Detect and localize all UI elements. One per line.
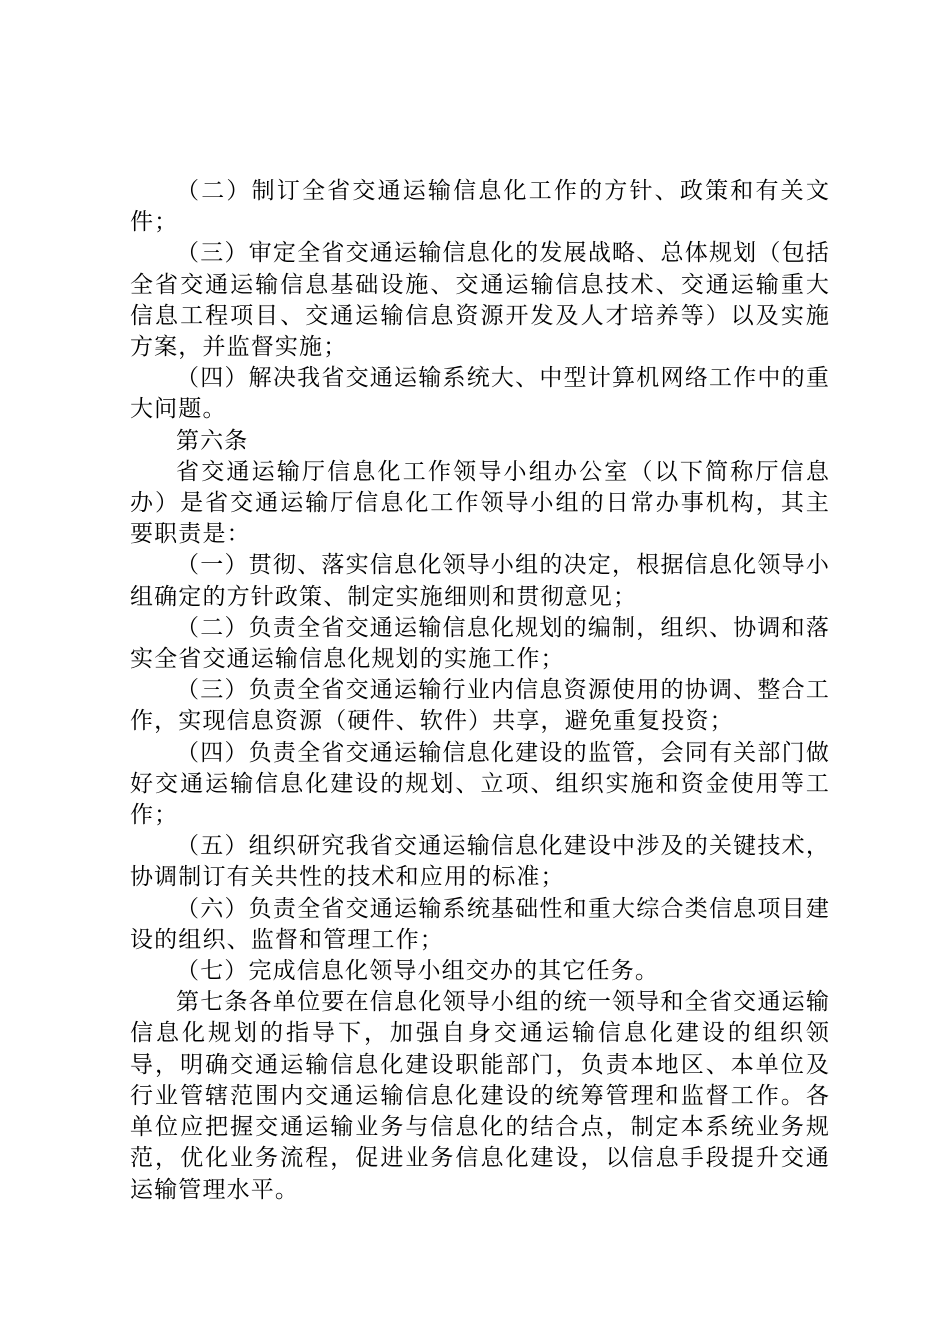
duty-item-7: （七）完成信息化领导小组交办的其它任务。 [176,958,659,985]
duty-item-6: （六）负责全省交通运输系统基础性和重大综合类信息项目建设的组织、监督和管理工作； [130,895,830,953]
duty-item-1: （一）贯彻、落实信息化领导小组的决定，根据信息化领导小组确定的方针政策、制定实施细则和贯彻意见； [130,552,830,610]
duty-item-4: （四）负责全省交通运输信息化建设的监管，会同有关部门做好交通运输信息化建设的规划、立项、组织实施和资金使用等工作； [130,739,830,829]
paragraph-item-4: （四）解决我省交通运输系统大、中型计算机网络工作中的重大问题。 [130,365,830,423]
article-7-paragraph: 第七条各单位要在信息化领导小组的统一领导和全省交通运输信息化规划的指导下，加强自身交通运输信息化建设的组织领导，明确交通运输信息化建设职能部门，负责本地区、本单位及行业管辖范围内交通运输信息化建设的统筹管理和监督工作。各单位应把握交通运输业务与信息化的结合点，制定本系统业务规范，优化业务流程，促进业务信息化建设，以信息手段提升交通运输管理水平。 [130,989,830,1203]
article-heading-6: 第六条 [176,427,249,454]
duty-item-2: （二）负责全省交通运输信息化规划的编制，组织、协调和落实全省交通运输信息化规划的实施工作； [130,614,830,673]
duty-item-5: （五）组织研究我省交通运输信息化建设中涉及的关键技术，协调制订有关共性的技术和应用的标准； [130,833,830,891]
paragraph-item-2: （二）制订全省交通运输信息化工作的方针、政策和有关文件； [130,178,830,236]
duty-item-3: （三）负责全省交通运输行业内信息资源使用的协调、整合工作，实现信息资源（硬件、软件）共享，避免重复投资； [130,677,830,735]
article-6-intro: 省交通运输厅信息化工作领导小组办公室（以下简称厅信息办）是省交通运输厅信息化工作领导小组的日常办事机构，其主要职责是： [130,458,830,548]
paragraph-item-3: （三）审定全省交通运输信息化的发展战略、总体规划（包括全省交通运输信息基础设施、交通运输信息技术、交通运输重大信息工程项目、交通运输信息资源开发及人才培养等）以及实施方案，并监督实施； [130,240,830,361]
document-body [130,176,830,1206]
